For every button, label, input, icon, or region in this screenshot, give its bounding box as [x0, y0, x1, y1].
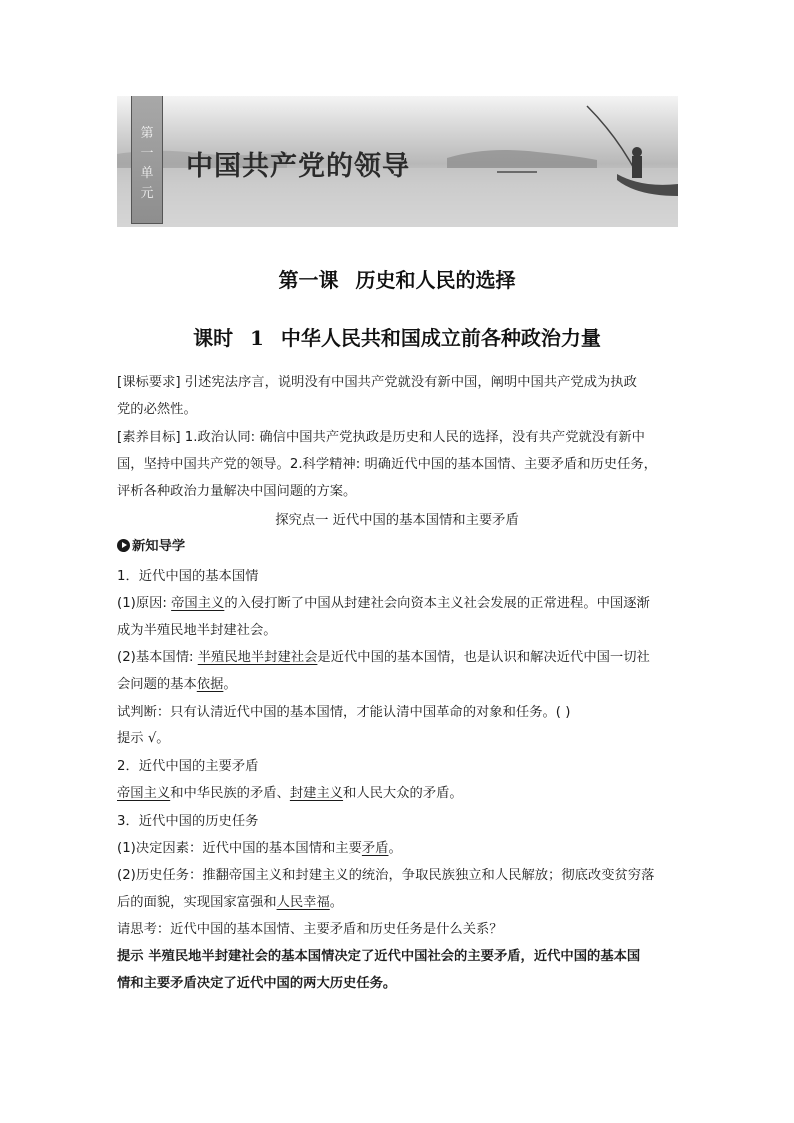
blank-answer: 矛盾: [361, 841, 389, 856]
cause-line: [117, 590, 678, 617]
blank-answer: 半殖民地半封建社会: [197, 650, 318, 665]
trial-hint: 提示 √。: [117, 731, 170, 746]
lesson-title: 第一课 历史和人民的选择: [278, 268, 516, 292]
factor-line: [117, 835, 678, 862]
blank-answer: 帝国主义: [171, 596, 225, 611]
goals-line: 评析各种政治力量解决中国问题的方案。: [117, 484, 357, 499]
section-heading: 2．近代中国的主要矛盾: [117, 759, 259, 774]
text: 。: [329, 895, 344, 910]
section-heading: 1．近代中国的基本国情: [117, 569, 259, 584]
unit-char: 元: [140, 186, 154, 201]
think-question: 请思考：近代中国的基本国情、主要矛盾和历史任务是什么关系？: [117, 922, 503, 937]
text: 后的面貌，实现国家富强和: [117, 895, 277, 910]
blank-answer: 依据: [196, 677, 224, 692]
text: (1)决定因素：近代中国的基本国情和主要: [117, 841, 362, 856]
lesson-subtitle: 课时 1 中华人民共和国成立前各种政治力量: [193, 326, 601, 350]
blank-answer: 帝国主义: [117, 786, 171, 801]
goals-line: [素养目标] 1.政治认同: 确信中国共产党执政是历史和人民的选择，没有共产党就没有新中: [117, 430, 645, 445]
text: (1)原因:: [117, 596, 172, 611]
text: 。: [223, 677, 237, 692]
text: 和中华民族的矛盾、: [170, 786, 290, 801]
blank-answer: 人民幸福: [276, 895, 330, 910]
play-circle-icon: [117, 539, 130, 552]
text: 会问题的基本: [117, 677, 197, 692]
text: 是近代中国的基本国情，也是认识和解决近代中国一切社: [317, 650, 650, 665]
basic-line: [117, 644, 678, 671]
requirements-line: [课标要求] 引述宪法序言，说明没有中国共产党就没有新中国，阐明中国共产党成为执政: [117, 375, 637, 390]
cause-line: 成为半殖民地半封建社会。: [117, 623, 277, 638]
text: 。: [388, 841, 402, 856]
text: 和人民大众的矛盾。: [343, 786, 463, 801]
task-line: [117, 889, 678, 916]
unit-number-tab: [131, 96, 163, 224]
unit-char: 第: [140, 126, 154, 141]
unit-title: 中国共产党的领导: [186, 151, 410, 182]
unit-char: 一: [140, 146, 154, 161]
section-heading: 3．近代中国的历史任务: [117, 814, 259, 829]
contradiction-line: [117, 780, 678, 807]
text: 的入侵打断了中国从封建社会向资本主义社会发展的正常进程。中国逐渐: [224, 596, 650, 611]
section-label: 新知导学: [132, 539, 186, 554]
requirements-line: 党的必然性。: [117, 402, 197, 417]
task-line: (2)历史任务：推翻帝国主义和封建主义的统治，争取民族独立和人民解放；彻底改变贫穷落: [117, 868, 655, 883]
unit-char: 单: [140, 166, 154, 181]
section-new-knowledge: [117, 533, 678, 560]
goals-line: 国，坚持中国共产党的领导。2.科学精神: 明确近代中国的基本国情、主要矛盾和历史任务，: [117, 457, 657, 472]
blank-answer: 封建主义: [289, 786, 344, 801]
think-answer: 提示 半殖民地半封建社会的基本国情决定了近代中国社会的主要矛盾，近代中国的基本国: [117, 949, 641, 964]
think-answer: 情和主要矛盾决定了近代中国的两大历史任务。: [117, 976, 397, 991]
text: (2)基本国情:: [117, 650, 198, 665]
basic-line: [117, 671, 678, 698]
trial-question: 试判断：只有认清近代中国的基本国情，才能认清中国革命的对象和任务。( ): [117, 705, 571, 720]
explore-heading: 探究点一 近代中国的基本国情和主要矛盾: [275, 513, 519, 528]
